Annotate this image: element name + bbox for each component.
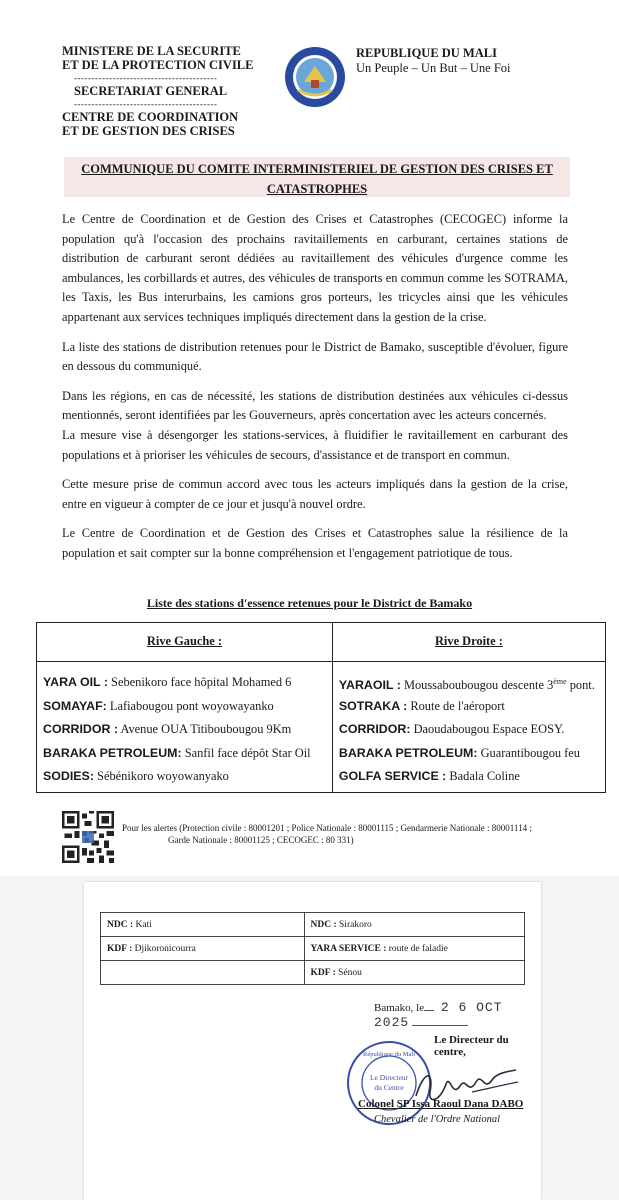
rive-droite-header: Rive Droite : xyxy=(332,623,605,662)
title-line2: CATASTROPHES xyxy=(266,182,368,196)
extra-stations-table xyxy=(100,912,525,985)
communique-page-2 xyxy=(84,882,541,1200)
station-row: BARAKA PETROLEUM: Guarantibougou feu xyxy=(338,745,581,760)
republic-name: REPUBLIQUE DU MALI xyxy=(356,46,497,60)
rive-gauche-column xyxy=(37,662,333,793)
station-row: CORRIDOR: Daoudabougou Espace EOSY. xyxy=(338,722,565,736)
centre-line2: ET DE GESTION DES CRISES xyxy=(62,124,235,138)
signer-rank: Chevalier de l'Ordre National xyxy=(374,1114,500,1125)
station-row: BARAKA PETROLEUM: Sanfil face dépôt Star Oil xyxy=(43,745,311,760)
communique-title xyxy=(64,157,570,197)
rive-gauche-header: Rive Gauche : xyxy=(37,623,333,662)
paragraph: Le Centre de Coordination et de Gestion des Crises et Catastrophes (CECOGEC) informe la population qu'à l'occasion des prochains ravitaillements en carburant, certaines stations de distribution de carburant seront dédiées au ravitaillement des véhicules d'urgence comme les ambulances, les corbillards et autres, des véhicules de transports en commun comme les SOTRAMA, les Taxis, les Bus interurbains, les camions gros porteurs, les tricycles ainsi que les véhicules appartenant aux services techniques impliqués directement dans la gestion de la crise. xyxy=(62,212,568,324)
station-row: SODIES: Sébénikoro woyowanyako xyxy=(43,769,229,783)
ministry-line1: MINISTERE DE LA SECURITE xyxy=(62,44,241,58)
station-row: YARA OIL : Sebenikoro face hôpital Mohamed 6 xyxy=(43,675,292,689)
station-row: GOLFA SERVICE : Badala Coline xyxy=(338,769,520,783)
paragraph: Cette mesure prise de commun accord avec tous les acteurs impliqués dans la gestion de la crise, entre en vigueur à compter de ce jour et jusqu'à nouvel ordre. xyxy=(62,477,568,511)
station-cell: YARA SERVICE : route de faladie xyxy=(304,937,524,961)
alert-line1: Pour les alertes (Protection civile : 80001201 ; Police Nationale : 80001115 ; Gendarmerie Nationale : 80001114 ; xyxy=(122,823,532,833)
paragraph: La liste des stations de distribution retenues pour le District de Bamako, susceptible d'évoluer, figure en dessous du communiqué. xyxy=(62,339,568,374)
station-cell: NDC : Sirakoro xyxy=(304,913,524,937)
title-line1: COMMUNIQUE DU COMITE INTERMINISTERIEL DE GESTION DES CRISES ET xyxy=(81,162,553,176)
ministry-line2: ET DE LA PROTECTION CIVILE xyxy=(62,58,254,72)
centre-line1: CENTRE DE COORDINATION xyxy=(62,110,239,124)
signer-title: Le Directeur du centre, xyxy=(434,1034,509,1058)
svg-text:Le Directeur: Le Directeur xyxy=(369,1073,409,1082)
station-row: CORRIDOR : Avenue OUA Titiboubougou 9Km xyxy=(43,722,292,736)
republic-motto: Un Peuple – Un But – Une Foi xyxy=(356,61,511,75)
alert-line2: Garde Nationale : 80001125 ; CECOGEC : 80 331) xyxy=(168,835,354,845)
dash-separator: ----------------------------------------- xyxy=(74,99,218,109)
cecogec-emblem-icon xyxy=(284,46,346,108)
communique-body xyxy=(62,210,568,564)
svg-text:du Centre: du Centre xyxy=(374,1083,404,1092)
station-row: SOTRAKA : Route de l'aéroport xyxy=(338,698,505,713)
ministry-header xyxy=(62,44,272,138)
signer-name: Colonel SP Issa Raoul Dana DABO xyxy=(358,1098,524,1110)
station-row: SOMAYAF: Lafiabougou pont woyowayanko xyxy=(43,698,274,713)
rive-droite-column xyxy=(332,662,605,793)
stations-list-title: Liste des stations d'essence retenues pour le District de Bamako xyxy=(146,596,473,610)
stations-table xyxy=(36,622,606,793)
alert-numbers xyxy=(122,822,542,846)
station-cell: KDF : Sénou xyxy=(304,961,524,985)
secretariat-label: SECRETARIAT GENERAL xyxy=(74,84,228,98)
qr-code-icon xyxy=(62,811,114,863)
date-stamp: 2 6 OCT 2025 xyxy=(374,1000,503,1030)
paragraph: Le Centre de Coordination et de Gestion des Crises et Catastrophes salue la résilience de la population et sait compter sur la bonne compréhension et l'engagement patriotique de tous. xyxy=(62,526,568,560)
republic-header xyxy=(356,46,566,76)
signing-date xyxy=(374,1000,541,1030)
dash-separator: ----------------------------------------- xyxy=(74,73,218,83)
paragraph: La mesure vise à désengorger les stations-services, à fluidifier le ravitaillement en carburant des populations et à prioriser les véhicules de secours, d'assistance et de transport en commun. xyxy=(62,427,568,462)
station-row: YARAOIL : Moussaboubougou descente 3ème pont. xyxy=(338,677,595,693)
svg-text:République du Mali: République du Mali xyxy=(363,1051,415,1058)
station-cell xyxy=(101,961,305,985)
station-cell: NDC : Kati xyxy=(101,913,305,937)
station-cell: KDF : Djikoronicourra xyxy=(101,937,305,961)
paragraph: Dans les régions, en cas de nécessité, les stations de distribution destinées aux véhicules ci-dessus mentionnés, seront identifiées par les Gouverneurs, après concertation avec les acteurs concernés. xyxy=(62,388,568,423)
date-prefix: Bamako, le xyxy=(374,1002,425,1014)
